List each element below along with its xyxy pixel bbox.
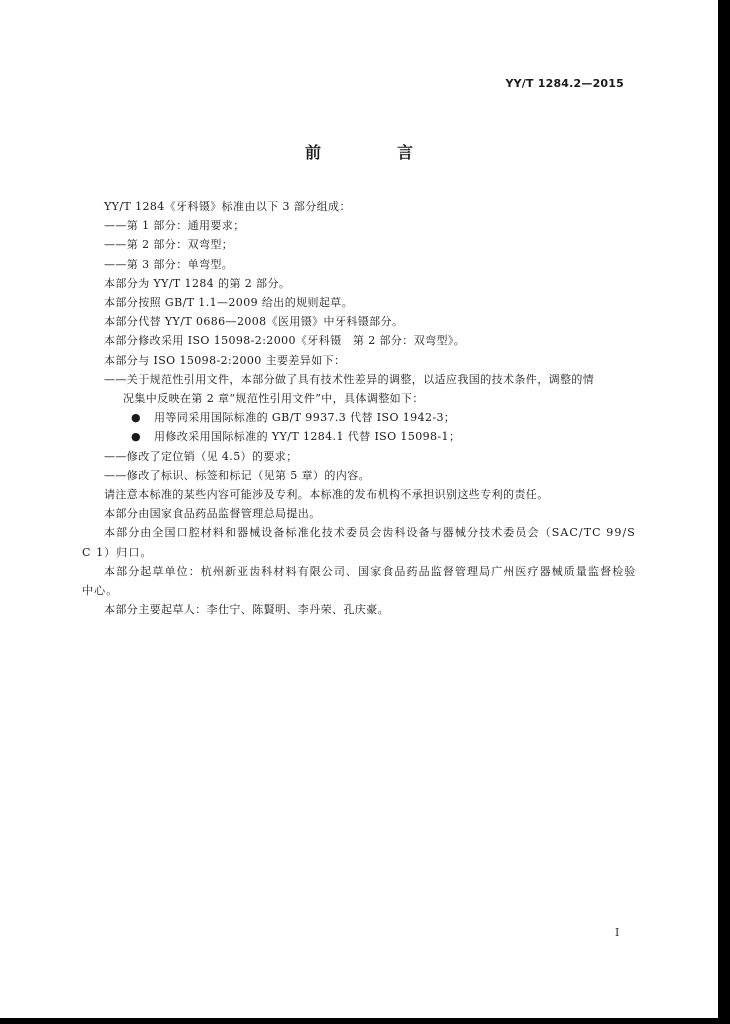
paragraph-patent-notice: 请注意本标准的某些内容可能涉及专利。本标准的发布机构不承担识别这些专利的责任。 <box>104 488 549 502</box>
bullet-item-1 <box>82 408 642 427</box>
section-title: 前 言 <box>304 143 443 162</box>
bullet-text: 用等同采用国际标准的 GB/T 9937.3 代替 ISO 1942-3； <box>154 411 456 425</box>
paragraph-composition: YY/T 1284《牙科镊》标准由以下 3 部分组成： <box>104 200 351 213</box>
paragraph-proposed-by: 本部分由国家食品药品监督管理总局提出。 <box>104 507 321 521</box>
paragraph-drafting-rules: 本部分按照 GB/T 1.1—2009 给出的规则起草。 <box>104 296 354 310</box>
list-item-references-line1: ——关于规范性引用文件，本部分做了具有技术性差异的调整，以适应我国的技术条件，调整的情 <box>104 372 595 386</box>
paragraph-technical-committee: 本部分由全国口腔材料和器械设备标准化技术委员会齿科设备与器械分技术委员会（SAC/TC 99/SC 1）归口。 <box>82 526 636 559</box>
foreword-body <box>82 197 642 619</box>
list-item-locating-pin: ——修改了定位销（见 4.5）的要求； <box>104 449 298 463</box>
paragraph-main-drafters: 本部分主要起草人：李仕宁、陈賢明、李丹荣、孔庆豪。 <box>104 603 389 617</box>
paragraph-drafting-units: 本部分起草单位：杭州新亚齿科材料有限公司、国家食品药品监督管理局广州医疗器械质量监督检验中心。 <box>82 564 637 598</box>
bullet-text: 用修改采用国际标准的 YY/T 1284.1 代替 ISO 15098-1； <box>154 430 461 444</box>
list-item-references-line2: 况集中反映在第 2 章“规范性引用文件”中，具体调整如下： <box>123 392 424 406</box>
list-item-part-1: ——第 1 部分：通用要求； <box>104 219 245 233</box>
bullet-icon: ● <box>131 411 141 425</box>
paragraph-differences: 本部分与 ISO 15098-2:2000 主要差异如下： <box>104 353 346 367</box>
list-item-part-2: ——第 2 部分：双弯型； <box>104 238 234 252</box>
list-item-part-3: ——第 3 部分：单弯型。 <box>104 257 234 271</box>
page-number: I <box>615 926 620 939</box>
paragraph-adoption: 本部分修改采用 ISO 15098-2:2000《牙科镊 第 2 部分：双弯型》。 <box>104 334 466 348</box>
bullet-icon: ● <box>131 430 141 444</box>
page-edge-shadow <box>718 0 730 1024</box>
paragraph-replaces: 本部分代替 YY/T 0686—2008《医用镊》中牙科镊部分。 <box>104 315 404 329</box>
paragraph-this-part: 本部分为 YY/T 1284 的第 2 部分。 <box>104 276 291 290</box>
list-item-marking: ——修改了标识、标签和标记（见第 5 章）的内容。 <box>104 468 370 482</box>
page-edge-shadow <box>0 1018 730 1024</box>
standard-number: YY/T 1284.2—2015 <box>505 77 624 90</box>
bullet-item-2 <box>82 427 642 446</box>
